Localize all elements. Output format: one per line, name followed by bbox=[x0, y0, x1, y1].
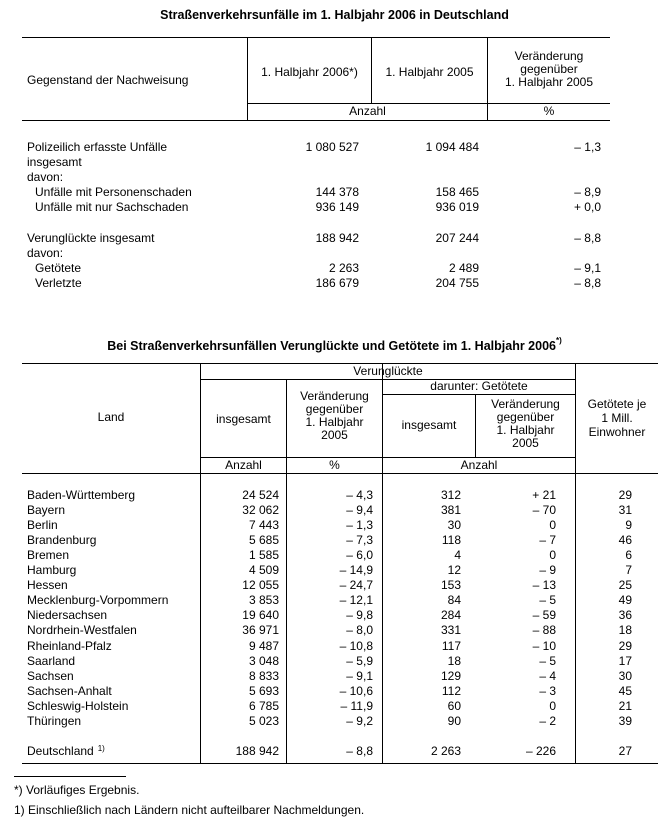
table1-row-value-v3: – 8,9 bbox=[574, 185, 601, 199]
table2-row-ins: 36 971 bbox=[242, 623, 279, 637]
table2-darunter-rule bbox=[382, 394, 575, 395]
table1-row-value-v1: 144 378 bbox=[315, 185, 359, 199]
table2-unit-count2: Anzahl bbox=[460, 458, 498, 472]
table2-row-land bbox=[27, 714, 81, 729]
table2-header-getoetete-veraenderung-line3: 1. Halbjahr bbox=[496, 423, 555, 437]
table2-row-get: 312 bbox=[440, 488, 461, 502]
table2-row-gver: – 3 bbox=[539, 684, 556, 698]
table2-header-land: Land bbox=[97, 410, 125, 424]
table2-total-gver: – 226 bbox=[525, 744, 556, 758]
table1-top-rule bbox=[22, 37, 610, 38]
table1-header-rule bbox=[22, 120, 610, 121]
table1-unit-count: Anzahl bbox=[349, 104, 386, 118]
table2-row-gver: – 59 bbox=[532, 608, 556, 622]
table1-header-col3-line2: gegenüber bbox=[520, 62, 578, 76]
table2-total-land-text: Deutschland bbox=[27, 744, 94, 758]
table2-row-land-text: Berlin bbox=[27, 518, 58, 532]
table2-total-ins: 188 942 bbox=[235, 744, 279, 758]
table2-header-veraenderung bbox=[287, 390, 382, 442]
table2-row-get: 60 bbox=[447, 699, 461, 713]
table2-header-per-million-line1: Getötete je bbox=[587, 397, 647, 411]
table2-row-per: 6 bbox=[625, 548, 632, 562]
table2-unit-pct: % bbox=[329, 458, 340, 472]
table1-row-label: Verunglückte insgesamt bbox=[27, 231, 155, 245]
table2-row-ins: 3 853 bbox=[248, 593, 279, 607]
table2-row-per: 21 bbox=[618, 699, 632, 713]
table1-row-label: Verletzte bbox=[35, 276, 82, 290]
table2-row-land bbox=[27, 608, 107, 623]
table2-row-ver: – 9,2 bbox=[346, 714, 373, 728]
table2-row-per: 30 bbox=[618, 669, 632, 683]
table2-row-ver: – 10,6 bbox=[339, 684, 373, 698]
table2-row-ver: – 1,3 bbox=[346, 518, 373, 532]
table2-row-ins: 3 048 bbox=[248, 654, 279, 668]
table1-row-value-v3: – 8,8 bbox=[574, 276, 601, 290]
table2-row-land-text: Hamburg bbox=[27, 563, 77, 577]
table2-row-land bbox=[27, 578, 68, 593]
table2-row-ver: – 5,9 bbox=[346, 654, 373, 668]
table1-row-value-v2: 207 244 bbox=[435, 231, 479, 245]
table2-header-rule bbox=[22, 473, 658, 474]
table2-row-land-text: Schleswig-Holstein bbox=[27, 699, 129, 713]
table2-row-ins: 5 023 bbox=[248, 714, 279, 728]
table2-row-land bbox=[27, 699, 128, 714]
table1-header-col2: 1. Halbjahr 2005 bbox=[385, 65, 474, 79]
table1-row-value-v3: + 0,0 bbox=[573, 200, 601, 214]
table2-row-land-text: Nordrhein-Westfalen bbox=[27, 623, 137, 637]
table2-row-ver: – 7,3 bbox=[346, 533, 373, 547]
table2-row-gver: – 2 bbox=[539, 714, 556, 728]
table2-row-ins: 6 785 bbox=[248, 699, 279, 713]
table1-row-value-v1: 188 942 bbox=[315, 231, 359, 245]
table2-row-gver: 0 bbox=[549, 699, 556, 713]
table2-row-land-text: Bayern bbox=[27, 503, 66, 517]
table2-row-ver: – 11,9 bbox=[340, 699, 373, 713]
table2-row-land-text: Niedersachsen bbox=[27, 608, 108, 622]
table2-row-per: 9 bbox=[625, 518, 632, 532]
table2-row-ins: 12 055 bbox=[242, 578, 279, 592]
table2-row-get: 117 bbox=[441, 639, 461, 653]
table2-body-vline-5 bbox=[575, 473, 576, 763]
table1-row-value-v3: – 1,3 bbox=[574, 140, 601, 154]
table2-row-get: 118 bbox=[441, 533, 461, 547]
table2-row-get: 30 bbox=[447, 518, 461, 532]
table2-row-land bbox=[27, 593, 168, 608]
table1-row-value-v2: 1 094 484 bbox=[425, 140, 479, 154]
table2-row-per: 17 bbox=[618, 654, 632, 668]
table2-body-vline-2 bbox=[286, 473, 287, 763]
table2-title-text: Bei Straßenverkehrsunfällen Verunglückte und Getötete im 1. Halbjahr 2006 bbox=[107, 339, 556, 353]
table2-row-gver: – 4 bbox=[539, 669, 556, 683]
footnote-separator bbox=[14, 776, 126, 777]
table2-row-gver: – 7 bbox=[539, 533, 556, 547]
table2-row-get: 4 bbox=[454, 548, 461, 562]
table2-title-footnote-mark: *) bbox=[555, 336, 562, 345]
table2-row-per: 46 bbox=[618, 533, 632, 547]
table2-row-per: 25 bbox=[618, 578, 632, 592]
table2-row-gver: – 9 bbox=[539, 563, 556, 577]
table2-total-get: 2 263 bbox=[430, 744, 461, 758]
table2-header-getoetete-veraenderung-line4: 2005 bbox=[512, 436, 539, 450]
table2-row-land-text: Brandenburg bbox=[27, 533, 97, 547]
table2-header-darunter: darunter: Getötete bbox=[430, 379, 528, 393]
table2-header-per-million bbox=[576, 397, 658, 439]
table2-row-per: 7 bbox=[625, 563, 632, 577]
table1-row-value-v3: – 8,8 bbox=[574, 231, 601, 245]
table1-row-label: Getötete bbox=[35, 261, 82, 275]
table2-row-get: 12 bbox=[447, 563, 461, 577]
table1-row-value-v1: 2 263 bbox=[328, 261, 359, 275]
table2-row-get: 153 bbox=[440, 578, 461, 592]
table2-row-ver: – 10,8 bbox=[339, 639, 373, 653]
table2-row-land-text: Bremen bbox=[27, 548, 70, 562]
table2-row-land-text: Hessen bbox=[27, 578, 68, 592]
table2-bottom-rule bbox=[22, 763, 658, 764]
table2-row-land-text: Mecklenburg-Vorpommern bbox=[27, 593, 169, 607]
table2-header-insgesamt: insgesamt bbox=[216, 412, 271, 426]
table1-row-value-v1: 1 080 527 bbox=[305, 140, 359, 154]
table2-row-land bbox=[27, 623, 137, 638]
table1-row-value-v1: 936 149 bbox=[315, 200, 359, 214]
table2-header-per-million-line3: Einwohner bbox=[588, 425, 646, 439]
table2-row-ver: – 12,1 bbox=[339, 593, 373, 607]
table2-header-verunglueckte: Verunglückte bbox=[353, 364, 423, 378]
table2-row-land bbox=[27, 654, 75, 669]
table1-header-col1: 1. Halbjahr 2006*) bbox=[261, 65, 358, 79]
table2-row-gver: – 13 bbox=[532, 578, 556, 592]
table2-total-ver: – 8,8 bbox=[346, 744, 373, 758]
table2-row-land-text: Sachsen bbox=[27, 669, 74, 683]
table2-row-land-text: Thüringen bbox=[27, 714, 82, 728]
footnote-1: *) Vorläufiges Ergebnis. bbox=[14, 783, 140, 797]
table2-row-ver: – 4,3 bbox=[346, 488, 373, 502]
table2-header-veraenderung-line2: gegenüber bbox=[305, 402, 364, 416]
table2-row-ins: 24 524 bbox=[242, 488, 279, 502]
table2-row-ins: 4 509 bbox=[248, 563, 279, 577]
table1-row-label: Polizeilich erfasste Unfälle bbox=[27, 140, 168, 154]
table2-row-get: 90 bbox=[447, 714, 461, 728]
table2-row-land-text: Saarland bbox=[27, 654, 76, 668]
table2-row-get: 112 bbox=[441, 684, 461, 698]
table2-row-get: 331 bbox=[440, 623, 461, 637]
table2-row-ver: – 9,1 bbox=[346, 669, 373, 683]
table2-row-land bbox=[27, 488, 135, 503]
table2-row-ins: 5 693 bbox=[248, 684, 279, 698]
table2-row-land-text: Rheinland-Pfalz bbox=[27, 639, 112, 653]
table2-row-per: 18 bbox=[618, 623, 632, 637]
table2-row-ver: – 9,8 bbox=[346, 608, 373, 622]
table2-row-per: 36 bbox=[618, 608, 632, 622]
table2-row-get: 284 bbox=[440, 608, 461, 622]
table1-row-value-v1: 186 679 bbox=[315, 276, 359, 290]
table1-title: Straßenverkehrsunfälle im 1. Halbjahr 2006 in Deutschland bbox=[160, 8, 509, 22]
table2-row-land bbox=[27, 518, 58, 533]
table2-row-ver: – 14,9 bbox=[339, 563, 373, 577]
table2-row-per: 29 bbox=[618, 488, 632, 502]
table1-row-label: davon: bbox=[27, 170, 64, 184]
table2-row-land bbox=[27, 639, 112, 654]
table2-total-per: 27 bbox=[618, 744, 632, 758]
table2-row-gver: 0 bbox=[549, 518, 556, 532]
table1-row-label: insgesamt bbox=[27, 155, 82, 169]
table2-total-land bbox=[27, 744, 105, 759]
table2-row-ins: 7 443 bbox=[248, 518, 279, 532]
table2-row-gver: – 88 bbox=[532, 623, 556, 637]
table1-row-value-v2: 204 755 bbox=[435, 276, 479, 290]
table1-header-col3 bbox=[488, 50, 610, 89]
table2-row-land bbox=[27, 563, 76, 578]
table2-row-ins: 19 640 bbox=[242, 608, 279, 622]
table2-row-land bbox=[27, 548, 69, 563]
table2-row-land-text: Baden-Württemberg bbox=[27, 488, 136, 502]
table2-row-per: 39 bbox=[618, 714, 632, 728]
table2-row-ins: 32 062 bbox=[242, 503, 279, 517]
table2-row-per: 49 bbox=[618, 593, 632, 607]
table2-total-footnote-mark: 1) bbox=[97, 744, 105, 753]
table1-row-value-v2: 158 465 bbox=[435, 185, 479, 199]
table1-row-label: Unfälle mit Personenschaden bbox=[35, 185, 192, 199]
table2-body-vline-3 bbox=[382, 473, 383, 763]
table1-row-label: Unfälle mit nur Sachschaden bbox=[35, 200, 189, 214]
table2-row-per: 45 bbox=[618, 684, 632, 698]
table1-header-subject: Gegenstand der Nachweisung bbox=[27, 73, 189, 87]
table2-row-gver: – 10 bbox=[532, 639, 556, 653]
table2-row-get: 381 bbox=[440, 503, 461, 517]
table2-header-getoetete-veraenderung-line1: Veränderung bbox=[491, 397, 560, 411]
table2-row-land-text: Sachsen-Anhalt bbox=[27, 684, 112, 698]
table2-body-vline-1 bbox=[200, 473, 201, 763]
table2-row-gver: – 70 bbox=[532, 503, 556, 517]
table2-header-veraenderung-line1: Veränderung bbox=[300, 389, 369, 403]
table2-row-gver: – 5 bbox=[539, 654, 556, 668]
table2-row-ins: 1 585 bbox=[248, 548, 279, 562]
table2-row-ver: – 8,0 bbox=[346, 623, 373, 637]
table2-unit-count: Anzahl bbox=[225, 458, 262, 472]
footnote-2: 1) Einschließlich nach Ländern nicht aufteilbarer Nachmeldungen. bbox=[14, 803, 365, 817]
table2-header-getoetete-veraenderung-line2: gegenüber bbox=[496, 410, 555, 424]
table2-row-gver: – 5 bbox=[539, 593, 556, 607]
table1-unit-pct: % bbox=[543, 104, 555, 118]
table1-header-col3-line3: 1. Halbjahr 2005 bbox=[504, 75, 594, 89]
table2-header-veraenderung-line4: 2005 bbox=[321, 428, 348, 442]
table1-row-value-v3: – 9,1 bbox=[574, 261, 601, 275]
table2-row-land bbox=[27, 503, 65, 518]
table1-row-value-v2: 2 489 bbox=[448, 261, 479, 275]
table2-row-per: 29 bbox=[618, 639, 632, 653]
table2-row-land bbox=[27, 684, 112, 699]
table2-row-land bbox=[27, 669, 74, 684]
table1-header-col3-line1: Veränderung bbox=[514, 49, 584, 63]
table2-row-ins: 5 685 bbox=[248, 533, 279, 547]
table1-row-value-v2: 936 019 bbox=[435, 200, 479, 214]
table2-row-ver: – 24,7 bbox=[339, 578, 373, 592]
table2-title bbox=[0, 336, 669, 353]
table2-row-get: 129 bbox=[440, 669, 461, 683]
table2-row-land bbox=[27, 533, 96, 548]
table2-row-per: 31 bbox=[618, 503, 632, 517]
table2-row-ver: – 6,0 bbox=[346, 548, 373, 562]
table2-row-ver: – 9,4 bbox=[346, 503, 373, 517]
table2-row-ins: 8 833 bbox=[248, 669, 279, 683]
table1-row-label: davon: bbox=[27, 246, 64, 260]
table2-row-ins: 9 487 bbox=[248, 639, 279, 653]
table2-header-getoetete-veraenderung bbox=[476, 398, 575, 450]
table2-row-gver: + 21 bbox=[532, 488, 556, 502]
table2-row-gver: 0 bbox=[549, 548, 556, 562]
table2-row-get: 18 bbox=[447, 654, 461, 668]
table2-header-getoetete-insgesamt: insgesamt bbox=[401, 418, 457, 432]
table2-row-get: 84 bbox=[447, 593, 461, 607]
table2-header-veraenderung-line3: 1. Halbjahr bbox=[305, 415, 364, 429]
table2-header-per-million-line2: 1 Mill. bbox=[601, 411, 633, 425]
